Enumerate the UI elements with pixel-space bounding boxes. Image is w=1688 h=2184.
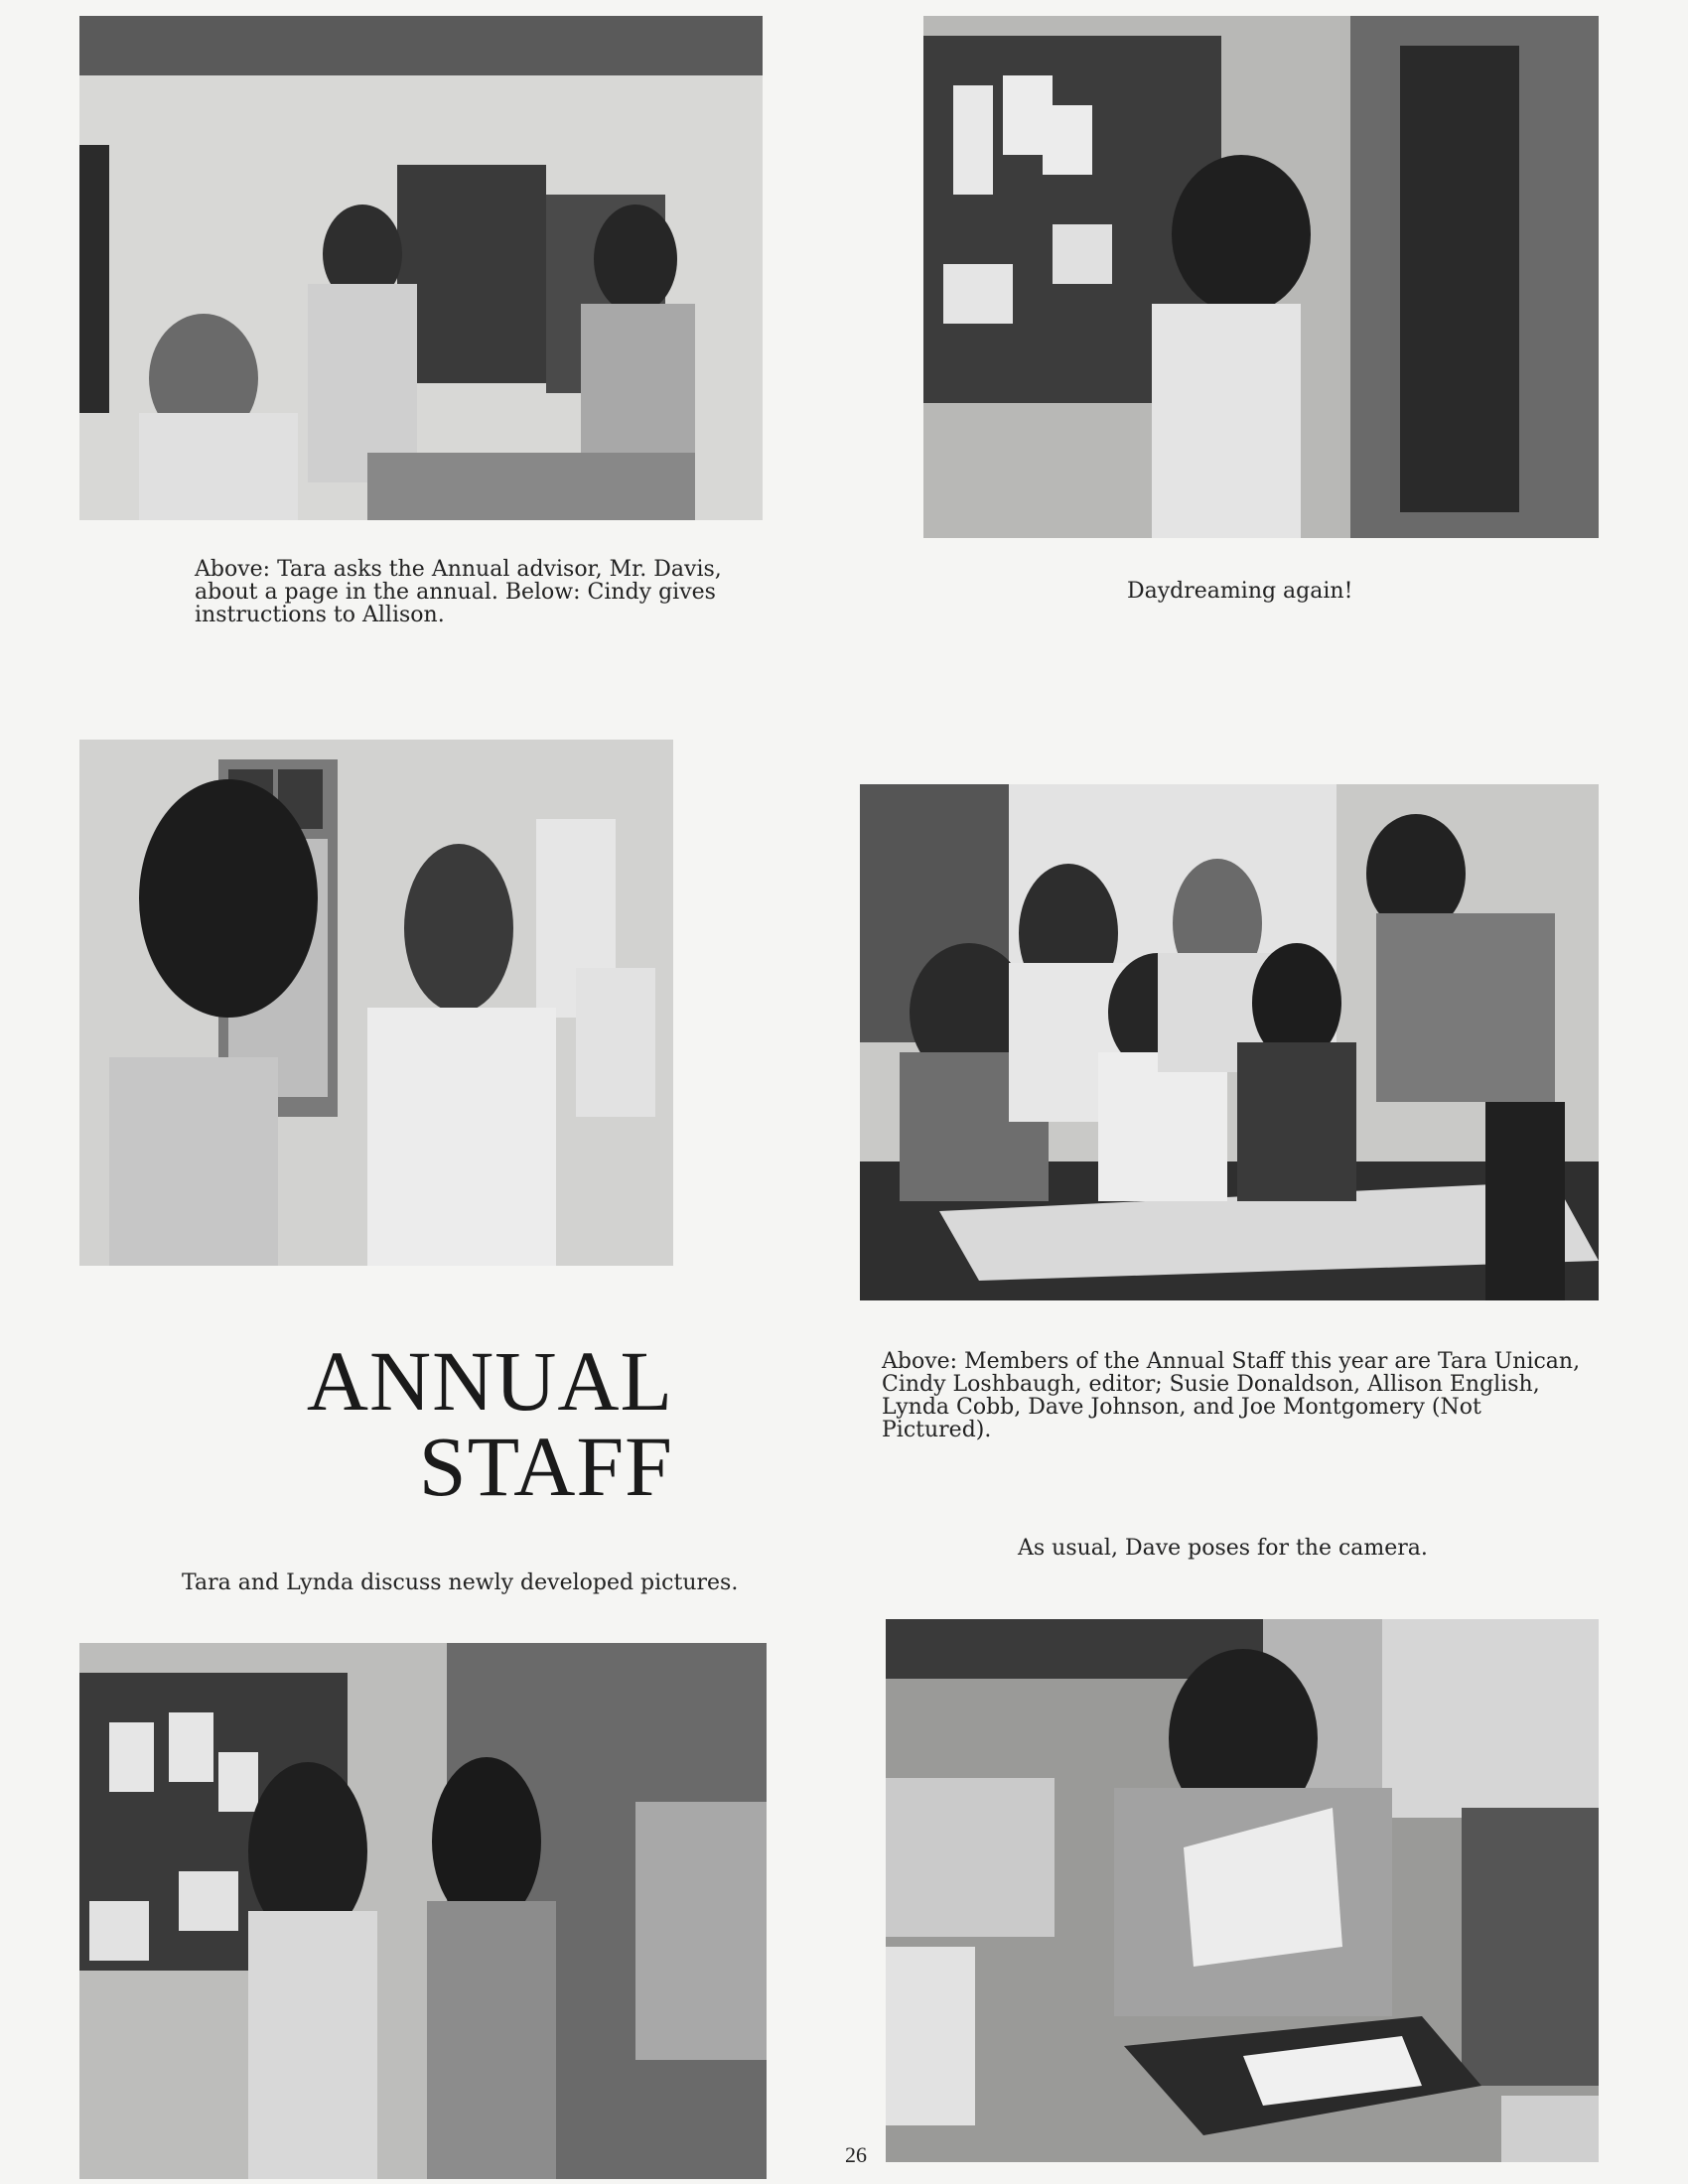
photo-daydreaming [923, 16, 1599, 538]
caption-advisor: Above: Tara asks the Annual advisor, Mr. Davis, about a page in the annual. Below: Cindy gives instructions to Allison. [195, 557, 722, 627]
caption-daydreaming: Daydreaming again! [1127, 579, 1353, 604]
photo-dave-poses [886, 1619, 1599, 2162]
photo-cindy-allison [79, 740, 673, 1266]
photo-annual-staff-group [860, 784, 1599, 1300]
photo-advisor-meeting [79, 16, 763, 520]
caption-dave-poses: As usual, Dave poses for the camera. [1018, 1536, 1428, 1561]
page-title-line1: ANNUAL [306, 1333, 673, 1429]
caption-tara-lynda: Tara and Lynda discuss newly developed pictures. [182, 1570, 739, 1595]
page-number: 26 [845, 2142, 867, 2167]
page-title [228, 1333, 673, 1514]
photo-tara-lynda [79, 1643, 767, 2179]
page-title-line2: STAFF [418, 1419, 673, 1514]
caption-staff-members: Above: Members of the Annual Staff this year are Tara Unican, Cindy Loshbaugh, editor; Susie Donaldson, Allison English, Lynda Cobb, Dave Johnson, and Joe Montgomery (Not Pictured). [882, 1349, 1581, 1442]
